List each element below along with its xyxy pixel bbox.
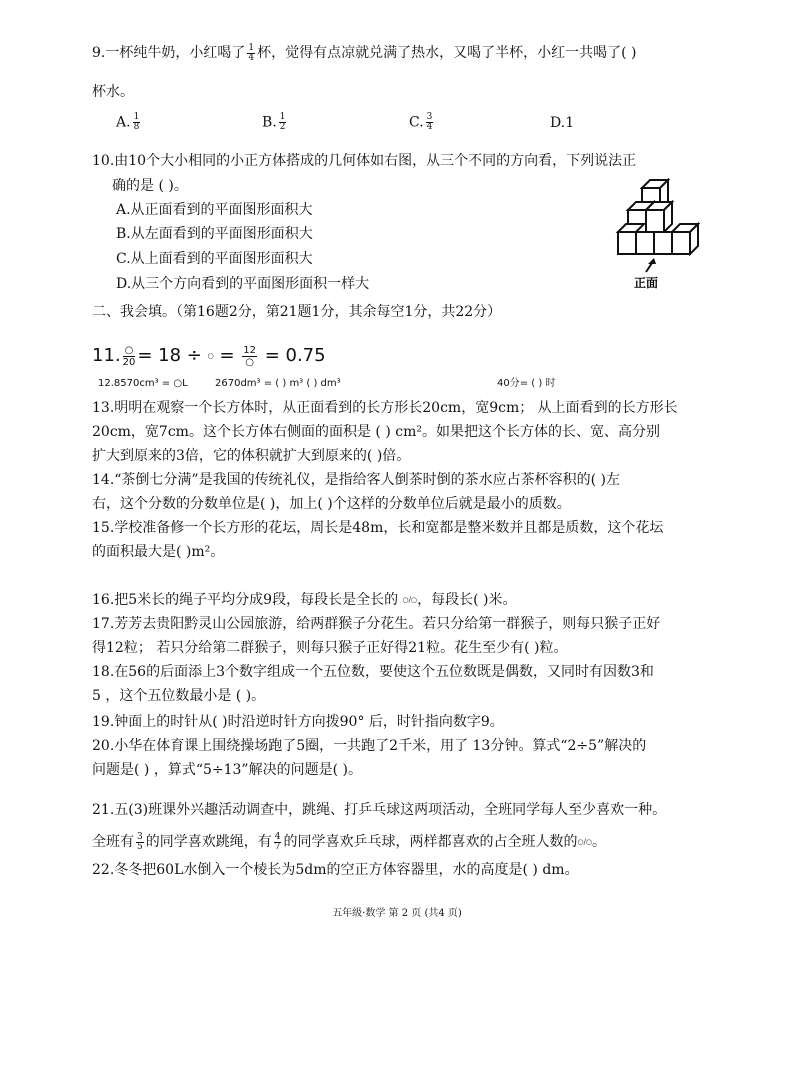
q14-line2: 右，这个分数的分数单位是( )，加上( )个这样的分数单位后就是最小的质数。 xyxy=(92,496,571,512)
q9-option-b[interactable]: B. $\frac{1}{2}$ xyxy=(262,112,286,132)
q10-option-b[interactable]: B.从左面看到的平面图形面积大 xyxy=(116,226,313,242)
q10-line1: 10.由10个大小相同的小正方体搭成的几何体如右图，从三个不同的方向看，下列说法正 xyxy=(92,153,637,169)
page-footer: 五年级·数学 第 2 页 (共4 页) xyxy=(332,908,462,919)
q14-line1: 14.“茶倒七分满”是我国的传统礼仪，是指给客人倒茶时倒的茶水应占茶杯容积的( )左 xyxy=(92,472,620,488)
q9-line1: 9.一杯纯牛奶，小红喝了 $\frac{1}{4}$ 杯，觉得有点凉就兑满了热水，又喝了半杯，小红一共喝了( ) xyxy=(92,42,637,63)
q11-sub-a: 12.8570cm³ = ○L xyxy=(98,378,188,389)
q17-line2: 得12粒； 若只分给第二群猴子，则每只猴子正好得21粒。花生至少有( )粒。 xyxy=(92,640,568,656)
q9-fraction: $\frac{1}{4}$ xyxy=(248,42,255,63)
cube-stack-figure xyxy=(612,176,708,294)
section-heading: 二、我会填。（第16题2分，第21题1分，其余每空1分，共22分） xyxy=(92,304,502,320)
q9-option-c[interactable]: C. $\frac{3}{4}$ xyxy=(409,112,433,132)
q9-option-a[interactable]: A. $\frac{1}{8}$ xyxy=(116,112,140,132)
q10-line2: 确的是 ( )。 xyxy=(112,178,188,194)
q11-sub-b: 2670dm³ = ( ) m³ ( ) dm³ xyxy=(215,378,341,389)
q13-line1: 13.明明在观察一个长方体时，从正面看到的长方形长20cm，宽9cm； 从上面看到的长方形长 xyxy=(92,400,678,416)
q9-option-d[interactable]: D.1 xyxy=(550,115,575,131)
q13-line2: 20cm，宽7cm。这个长方体右侧面的面积是 ( ) cm²。如果把这个长方体的长、宽、高分别 xyxy=(92,424,660,440)
figure-label: 正面 xyxy=(634,276,659,290)
q10-option-c[interactable]: C.从上面看到的平面图形面积大 xyxy=(116,251,313,267)
q9-line2: 杯水。 xyxy=(92,84,134,100)
q18-line1: 18.在56的后面添上3个数字组成一个五位数，要使这个五位数既是偶数，又同时有因数3和 xyxy=(92,664,654,680)
q15-line2: 的面积最大是( )m²。 xyxy=(92,544,225,560)
q21-line1: 21.五(3)班课外兴趣活动调查中，跳绳、打乒乓球这两项活动，全班同学每人至少喜欢一种。 xyxy=(92,802,667,818)
q13-line3: 扩大到原来的3倍，它的体积就扩大到原来的( )倍。 xyxy=(92,448,411,464)
q10-option-d[interactable]: D.从三个方向看到的平面图形面积一样大 xyxy=(116,276,370,292)
q10-option-a[interactable]: A.从正面看到的平面图形面积大 xyxy=(116,202,313,218)
q22-line1: 22.冬冬把60L水倒入一个棱长为5dm的空正方体容器里，水的高度是( ) dm。 xyxy=(92,862,579,878)
q18-line2: 5 ，这个五位数最小是 ( )。 xyxy=(92,688,266,704)
q16-line1: 16.把5米长的绳子平均分成9段，每段长是全长的 ○/○，每段长( )米。 xyxy=(92,592,517,608)
q19-line1: 19.钟面上的时针从( )时沿逆时针方向拨90° 后，时针指向数字9。 xyxy=(92,714,504,730)
q15-line1: 15.学校准备修一个长方形的花坛，周长是48m，长和宽都是整米数并且都是质数，这个花坛 xyxy=(92,520,664,536)
q17-line1: 17.芳芳去贵阳黔灵山公园旅游，给两群猴子分花生。若只分给第一群猴子，则每只猴子正好 xyxy=(92,616,661,632)
q21-line2: 全班有 $\frac{3}{5}$ 的同学喜欢跳绳，有 $\frac{4}{7}$ 的同学喜欢乒乓球，两样都喜欢的占全班人数的○/○。 xyxy=(92,831,607,852)
q16-blank-fraction: ○/○ xyxy=(402,596,418,604)
q20-line2: 问题是( ) ，算式“5÷13”解决的问题是( )。 xyxy=(92,762,362,778)
q11-equation: 11. $\frac{○}{20}$ = 18 ÷ ○ = $\frac{12}{○}$ = 0.75 xyxy=(92,344,326,368)
q11-sub-c: 40分= ( ) 时 xyxy=(497,378,556,389)
q20-line1: 20.小华在体育课上围绕操场跑了5圈，一共跑了2千米，用了 13分钟。算式“2÷5”解决的 xyxy=(92,738,647,754)
